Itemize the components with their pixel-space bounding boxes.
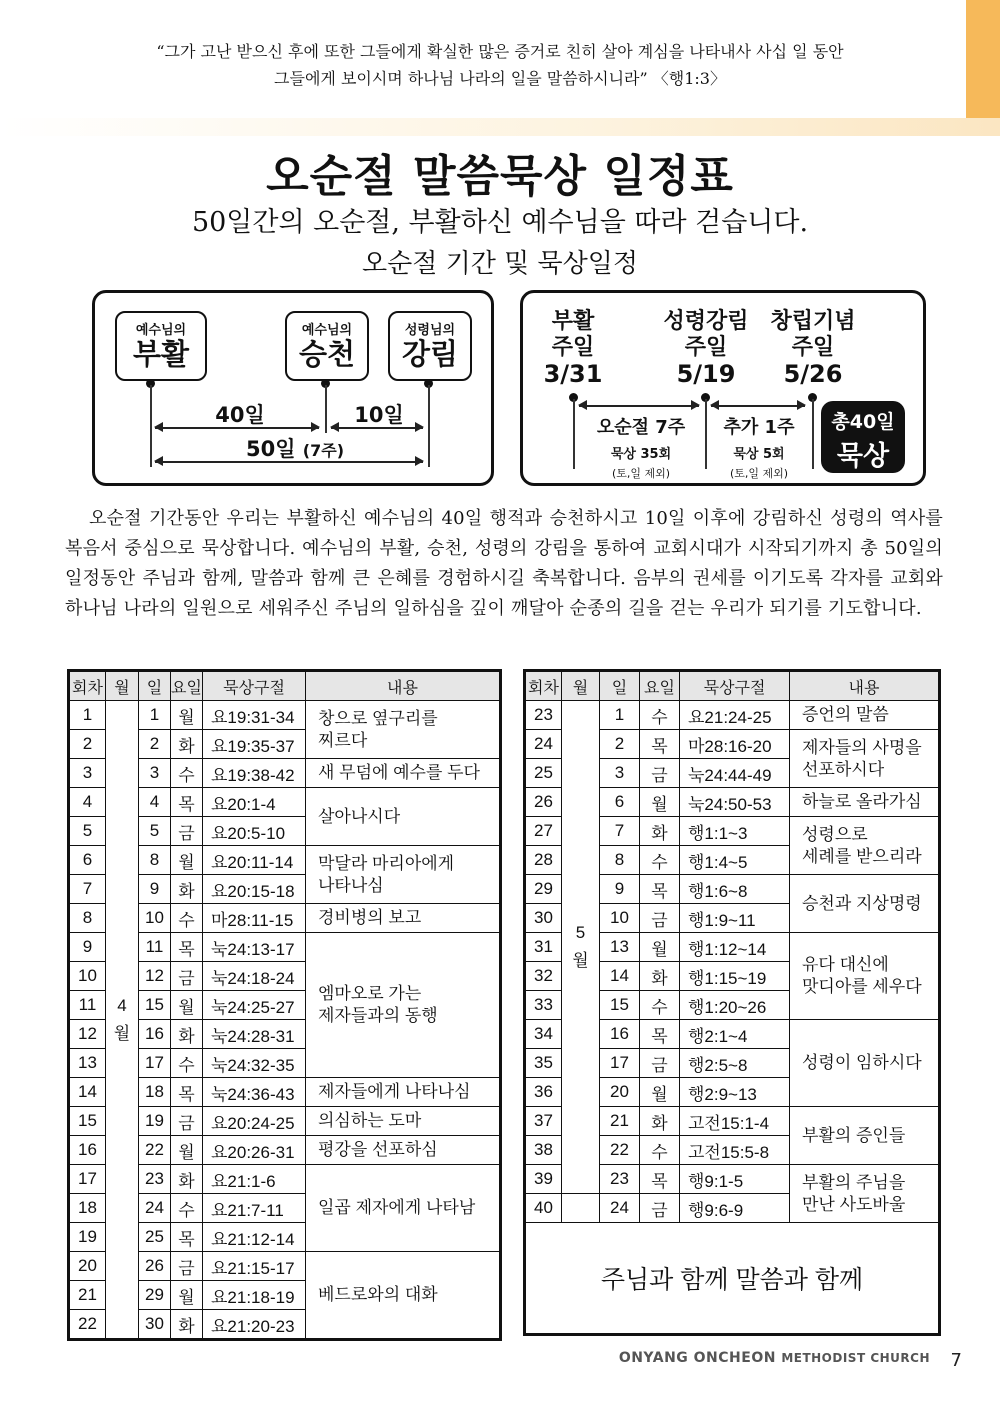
cell-content: 새 무덤에 예수를 두다	[306, 759, 501, 788]
cell-weekday: 금	[171, 1252, 203, 1281]
span-10-arrow	[331, 427, 423, 429]
cell-round: 34	[525, 1020, 562, 1049]
cell-weekday: 월	[171, 701, 203, 730]
cell-passage: 눅24:50-53	[680, 788, 790, 817]
cell-content	[790, 817, 940, 875]
cell-weekday: 수	[640, 701, 680, 730]
cell-passage: 행9:6-9	[680, 1194, 790, 1223]
content-line: 나타나심	[318, 875, 384, 895]
top-right-accent-bar	[966, 0, 1000, 118]
cell-content: 증언의 말씀	[790, 701, 940, 730]
cell-passage: 눅24:36-43	[203, 1078, 306, 1107]
cell-content: 의심하는 도마	[306, 1107, 501, 1136]
cell-passage: 요19:31-34	[203, 701, 306, 730]
cell-round: 4	[69, 788, 106, 817]
content-line: 선포하시다	[802, 759, 885, 779]
cell-content	[306, 933, 501, 1078]
cell-weekday: 화	[171, 1020, 203, 1049]
timeline-line	[705, 399, 707, 469]
timeline-line	[150, 385, 152, 467]
intro-paragraph: 오순절 기간동안 우리는 부활하신 예수님의 40일 행적과 승천하시고 10일 이후에 강림하신 성령의 역사를 복음서 중심으로 묵상합니다. 예수님의 부활, 승천, 성령의 강림을 통하여 교회시대가 시작되기까지 총 50일의 일정동안 주님과 함께, 말씀과 함께 큰 은혜를 경험하시길 축복합니다. 음부의 권세를 이기도록 각자를 교회와 하나님 나라의 일원으로 세워주신 주님의 일하심을 깊이 깨달아 순종의 길을 걷는 우리가 되기를 기도합니다.	[65, 508, 943, 619]
cell-day: 16	[139, 1020, 171, 1049]
cell-round: 31	[525, 933, 562, 962]
page-title: 오순절 말씀묵상 일정표	[266, 151, 734, 202]
cell-round: 23	[525, 701, 562, 730]
cell-content: 성령이 임하시다	[790, 1020, 940, 1107]
event-resurrection	[115, 311, 207, 381]
timeline-line	[325, 385, 327, 433]
cell-passage: 요19:38-42	[203, 759, 306, 788]
cell-weekday: 금	[640, 904, 680, 933]
event-label-big: 승천	[298, 337, 356, 371]
cell-passage: 눅24:44-49	[680, 759, 790, 788]
total-label: 묵상	[836, 441, 890, 472]
timeline-line	[573, 399, 575, 469]
cell-weekday: 월	[640, 1078, 680, 1107]
period2-arrow	[711, 405, 805, 407]
cell-content: 일곱 제자에게 나타남	[306, 1165, 501, 1252]
month-cell	[562, 701, 600, 1194]
cell-round: 10	[69, 962, 106, 991]
cell-weekday: 화	[171, 730, 203, 759]
month-unit: 월	[113, 1023, 131, 1043]
sunday-line-2: 주일	[551, 335, 595, 360]
cell-passage: 고전15:1-4	[680, 1107, 790, 1136]
cell-passage: 행1:6~8	[680, 875, 790, 904]
page-number: 7	[950, 1350, 962, 1371]
cell-weekday: 화	[171, 1310, 203, 1340]
cell-passage: 요19:35-37	[203, 730, 306, 759]
cell-weekday: 목	[640, 1020, 680, 1049]
month-cell	[106, 701, 139, 1340]
header-content: 내용	[790, 671, 940, 701]
event-ascension	[285, 311, 369, 381]
header-passage: 묵상구절	[680, 671, 790, 701]
cell-day: 26	[139, 1252, 171, 1281]
section-heading: 오순절 기간 및 묵상일정	[362, 249, 638, 279]
cell-round: 11	[69, 991, 106, 1020]
cell-passage: 눅24:25-27	[203, 991, 306, 1020]
cell-passage: 요21:15-17	[203, 1252, 306, 1281]
cell-day: 8	[139, 846, 171, 875]
timeline-line	[428, 385, 430, 467]
cell-round: 6	[69, 846, 106, 875]
cell-day: 21	[600, 1107, 640, 1136]
cell-passage: 마28:11-15	[203, 904, 306, 933]
cell-weekday: 월	[640, 788, 680, 817]
cell-day: 4	[139, 788, 171, 817]
month-unit: 월	[572, 951, 589, 970]
content-line: 찌르다	[318, 730, 368, 750]
cell-round: 32	[525, 962, 562, 991]
cell-passage: 요20:1-4	[203, 788, 306, 817]
cell-passage: 요21:20-23	[203, 1310, 306, 1340]
cell-day: 24	[139, 1194, 171, 1223]
church-name	[619, 1350, 930, 1366]
header-day: 일	[139, 671, 171, 701]
cell-round: 18	[69, 1194, 106, 1223]
content-line: 제자들의 사명을	[802, 737, 922, 757]
cell-weekday: 수	[171, 1194, 203, 1223]
cell-weekday: 금	[171, 817, 203, 846]
period-meditation: 묵상 5회	[733, 447, 785, 462]
cell-day: 9	[600, 875, 640, 904]
cell-round: 2	[69, 730, 106, 759]
sunday-line-1: 성령강림	[663, 309, 749, 334]
cell-day: 1	[600, 701, 640, 730]
cell-content: 하늘로 올라가심	[790, 788, 940, 817]
header-weekday: 요일	[640, 671, 680, 701]
cell-weekday: 화	[640, 962, 680, 991]
cell-round: 40	[525, 1194, 562, 1223]
cell-round: 37	[525, 1107, 562, 1136]
cell-round: 24	[525, 730, 562, 759]
cell-round: 27	[525, 817, 562, 846]
cell-passage: 요20:24-25	[203, 1107, 306, 1136]
cell-round: 36	[525, 1078, 562, 1107]
cell-passage: 행2:9~13	[680, 1078, 790, 1107]
cell-weekday: 금	[640, 1049, 680, 1078]
content-line: 창으로 옆구리를	[318, 708, 438, 728]
cell-day: 15	[600, 991, 640, 1020]
month-number: 4	[117, 995, 127, 1015]
cell-day: 7	[600, 817, 640, 846]
cell-weekday: 목	[171, 933, 203, 962]
header-gradient-band	[0, 118, 1000, 136]
cell-content	[790, 933, 940, 1020]
cell-weekday: 월	[171, 1136, 203, 1165]
table-footer-row	[525, 1223, 940, 1335]
cell-day: 22	[139, 1136, 171, 1165]
cell-content	[790, 730, 940, 788]
table-row	[69, 701, 501, 730]
cell-day: 2	[139, 730, 171, 759]
cell-weekday: 목	[640, 1165, 680, 1194]
cell-weekday: 금	[171, 962, 203, 991]
cell-round: 3	[69, 759, 106, 788]
cell-round: 17	[69, 1165, 106, 1194]
cell-content: 제자들에게 나타나심	[306, 1078, 501, 1107]
cell-passage: 행1:20~26	[680, 991, 790, 1020]
event-label-big: 부활	[132, 337, 190, 371]
cell-weekday: 월	[171, 846, 203, 875]
header-content: 내용	[306, 671, 501, 701]
cell-weekday: 수	[171, 1049, 203, 1078]
cell-content: 승천과 지상명령	[790, 875, 940, 933]
sunday-date: 5/26	[783, 360, 843, 388]
period-note: (토,일 제외)	[611, 467, 671, 480]
content-line: 부활의 주님을	[802, 1172, 906, 1192]
content-line: 만난 사도바울	[802, 1194, 906, 1214]
timeline-line	[812, 399, 814, 469]
cell-day: 23	[139, 1165, 171, 1194]
cell-weekday: 수	[640, 1136, 680, 1165]
church-name-main: ONYANG ONCHEON	[618, 1350, 776, 1366]
quote-line-1: “그가 고난 받으신 후에 또한 그들에게 확실한 많은 증거로 친히 살아 계심을 나타내사 사십 일 동안	[156, 42, 844, 61]
month-cell-empty	[562, 1194, 600, 1223]
cell-round: 15	[69, 1107, 106, 1136]
church-name-sub: METHODIST CHURCH	[781, 1351, 930, 1365]
cell-weekday: 목	[171, 788, 203, 817]
cell-weekday: 금	[640, 759, 680, 788]
period-heading: 오순절 7주	[596, 417, 686, 438]
cell-passage: 마28:16-20	[680, 730, 790, 759]
header-round: 회차	[69, 671, 106, 701]
cell-day: 17	[600, 1049, 640, 1078]
cell-day: 29	[139, 1281, 171, 1310]
span-50-days	[215, 433, 375, 463]
cell-round: 1	[69, 701, 106, 730]
cell-content	[306, 846, 501, 904]
cell-round: 28	[525, 846, 562, 875]
span-50-arrow	[155, 461, 423, 463]
header-passage: 묵상구절	[203, 671, 306, 701]
cell-day: 20	[600, 1078, 640, 1107]
cell-weekday: 목	[640, 875, 680, 904]
footer-motto: 주님과 함께 말씀과 함께	[525, 1223, 940, 1335]
content-line: 성령으로	[802, 824, 868, 844]
cell-day: 19	[139, 1107, 171, 1136]
cell-weekday: 화	[640, 817, 680, 846]
schedule-diagram	[520, 290, 926, 486]
cell-day: 18	[139, 1078, 171, 1107]
cell-day: 12	[139, 962, 171, 991]
cell-passage: 요20:15-18	[203, 875, 306, 904]
period-meditation: 묵상 35회	[610, 447, 672, 462]
span-10-days: 10일	[354, 403, 404, 427]
cell-passage: 행1:15~19	[680, 962, 790, 991]
table-header-row	[69, 671, 501, 701]
april-rows	[69, 701, 501, 1340]
period1-arrow	[579, 405, 699, 407]
cell-passage: 고전15:5-8	[680, 1136, 790, 1165]
cell-weekday: 수	[171, 759, 203, 788]
cell-day: 30	[139, 1310, 171, 1340]
cell-passage: 눅24:32-35	[203, 1049, 306, 1078]
table-row	[525, 701, 940, 730]
event-label-small: 예수님의	[301, 323, 353, 338]
cell-weekday: 목	[171, 1223, 203, 1252]
cell-content	[306, 701, 501, 759]
content-line: 제자들과의 동행	[318, 1006, 438, 1025]
table-header-row	[525, 671, 940, 701]
cell-weekday: 화	[171, 1165, 203, 1194]
sunday-line-2: 주일	[791, 335, 835, 360]
cell-day: 11	[139, 933, 171, 962]
cell-passage: 요20:11-14	[203, 846, 306, 875]
cell-round: 19	[69, 1223, 106, 1252]
header-weekday: 요일	[171, 671, 203, 701]
cell-day: 5	[139, 817, 171, 846]
cell-passage: 행2:1~4	[680, 1020, 790, 1049]
cell-weekday: 월	[171, 991, 203, 1020]
period-extra-week	[709, 413, 809, 481]
cell-weekday: 수	[640, 991, 680, 1020]
cell-round: 26	[525, 788, 562, 817]
cell-passage: 행9:1-5	[680, 1165, 790, 1194]
cell-round: 14	[69, 1078, 106, 1107]
cell-round: 16	[69, 1136, 106, 1165]
cell-round: 7	[69, 875, 106, 904]
cell-day: 3	[600, 759, 640, 788]
event-label-big: 강림	[401, 337, 459, 371]
month-number: 5	[575, 923, 586, 942]
cell-content: 부활의 증인들	[790, 1107, 940, 1165]
period-note: (토,일 제외)	[729, 467, 789, 480]
cell-day: 10	[139, 904, 171, 933]
cell-round: 9	[69, 933, 106, 962]
total-badge	[821, 401, 905, 473]
content-line: 맛디아를 세우다	[802, 977, 922, 996]
sunday-line-1: 창립기념	[770, 309, 856, 334]
cell-day: 17	[139, 1049, 171, 1078]
cell-round: 8	[69, 904, 106, 933]
cell-passage: 요21:18-19	[203, 1281, 306, 1310]
quote-line-2: 그들에게 보이시며 하나님 나라의 일을 말씀하시니라” 〈행1:3〉	[274, 69, 726, 88]
sunday-easter	[533, 309, 613, 387]
event-pentecost	[388, 311, 472, 381]
cell-round: 13	[69, 1049, 106, 1078]
april-schedule-table	[67, 669, 502, 1341]
cell-content: 베드로와의 대화	[306, 1252, 501, 1340]
cell-passage: 행1:1~3	[680, 817, 790, 846]
header-round: 회차	[525, 671, 562, 701]
span-40-days: 40일	[215, 403, 265, 427]
span-50-main: 50일	[245, 437, 296, 461]
scripture-quote	[80, 38, 920, 92]
cell-round: 35	[525, 1049, 562, 1078]
cell-round: 21	[69, 1281, 106, 1310]
cell-passage: 눅24:18-24	[203, 962, 306, 991]
cell-round: 29	[525, 875, 562, 904]
cell-weekday: 수	[640, 846, 680, 875]
cell-day: 1	[139, 701, 171, 730]
cell-content	[790, 1165, 940, 1223]
cell-round: 20	[69, 1252, 106, 1281]
cell-day: 10	[600, 904, 640, 933]
content-line: 유다 대신에	[802, 955, 889, 974]
cell-round: 25	[525, 759, 562, 788]
cell-day: 25	[139, 1223, 171, 1252]
cell-day: 8	[600, 846, 640, 875]
header-month: 월	[562, 671, 600, 701]
header-month: 월	[106, 671, 139, 701]
cell-weekday: 월	[640, 933, 680, 962]
may-rows	[525, 701, 940, 1335]
cell-weekday: 화	[640, 1107, 680, 1136]
sunday-line-2: 주일	[684, 335, 728, 360]
cell-day: 3	[139, 759, 171, 788]
event-label-small: 성령님의	[404, 323, 456, 338]
cell-day: 14	[600, 962, 640, 991]
cell-round: 12	[69, 1020, 106, 1049]
cell-passage: 요21:7-11	[203, 1194, 306, 1223]
cell-day: 22	[600, 1136, 640, 1165]
cell-passage: 행1:4~5	[680, 846, 790, 875]
cell-round: 38	[525, 1136, 562, 1165]
cell-day: 16	[600, 1020, 640, 1049]
cell-passage: 요20:5-10	[203, 817, 306, 846]
page-subtitle: 50일간의 오순절, 부활하신 예수님을 따라 걷습니다.	[191, 207, 809, 238]
cell-day: 6	[600, 788, 640, 817]
cell-day: 13	[600, 933, 640, 962]
cell-weekday: 목	[171, 1078, 203, 1107]
cell-day: 23	[600, 1165, 640, 1194]
cell-passage: 행1:9~11	[680, 904, 790, 933]
content-line: 세례를 받으리라	[802, 846, 922, 866]
sunday-founding	[763, 309, 863, 387]
cell-passage: 행2:5~8	[680, 1049, 790, 1078]
span-50-sub: (7주)	[302, 441, 345, 460]
cell-weekday: 금	[640, 1194, 680, 1223]
cell-weekday: 화	[171, 875, 203, 904]
content-line: 막달라 마리아에게	[318, 853, 455, 873]
cell-weekday: 금	[171, 1107, 203, 1136]
cell-day: 9	[139, 875, 171, 904]
cell-round: 5	[69, 817, 106, 846]
span-40-arrow	[155, 427, 319, 429]
cell-passage: 행1:12~14	[680, 933, 790, 962]
cell-weekday: 월	[171, 1281, 203, 1310]
cell-day: 15	[139, 991, 171, 1020]
cell-content: 평강을 선포하심	[306, 1136, 501, 1165]
cell-round: 39	[525, 1165, 562, 1194]
sunday-date: 3/31	[543, 360, 603, 388]
cell-weekday: 수	[171, 904, 203, 933]
sunday-date: 5/19	[676, 360, 736, 388]
cell-round: 30	[525, 904, 562, 933]
content-line: 엠마오로 가는	[318, 984, 422, 1003]
header-day: 일	[600, 671, 640, 701]
sunday-line-1: 부활	[551, 309, 595, 334]
cell-content: 경비병의 보고	[306, 904, 501, 933]
cell-passage: 요20:26-31	[203, 1136, 306, 1165]
may-schedule-table	[523, 669, 941, 1336]
cell-round: 33	[525, 991, 562, 1020]
cell-weekday: 목	[640, 730, 680, 759]
cell-passage: 눅24:28-31	[203, 1020, 306, 1049]
cell-round: 22	[69, 1310, 106, 1340]
period-diagram	[92, 290, 494, 486]
cell-day: 24	[600, 1194, 640, 1223]
total-days: 총40일	[831, 411, 895, 433]
cell-content: 살아나시다	[306, 788, 501, 846]
period-heading: 추가 1주	[723, 417, 795, 438]
cell-passage: 요21:24-25	[680, 701, 790, 730]
cell-passage: 요21:1-6	[203, 1165, 306, 1194]
cell-passage: 요21:12-14	[203, 1223, 306, 1252]
event-label-small: 예수님의	[135, 323, 187, 338]
period-seven-weeks	[579, 413, 703, 481]
cell-day: 2	[600, 730, 640, 759]
sunday-pentecost	[651, 309, 761, 387]
cell-passage: 눅24:13-17	[203, 933, 306, 962]
